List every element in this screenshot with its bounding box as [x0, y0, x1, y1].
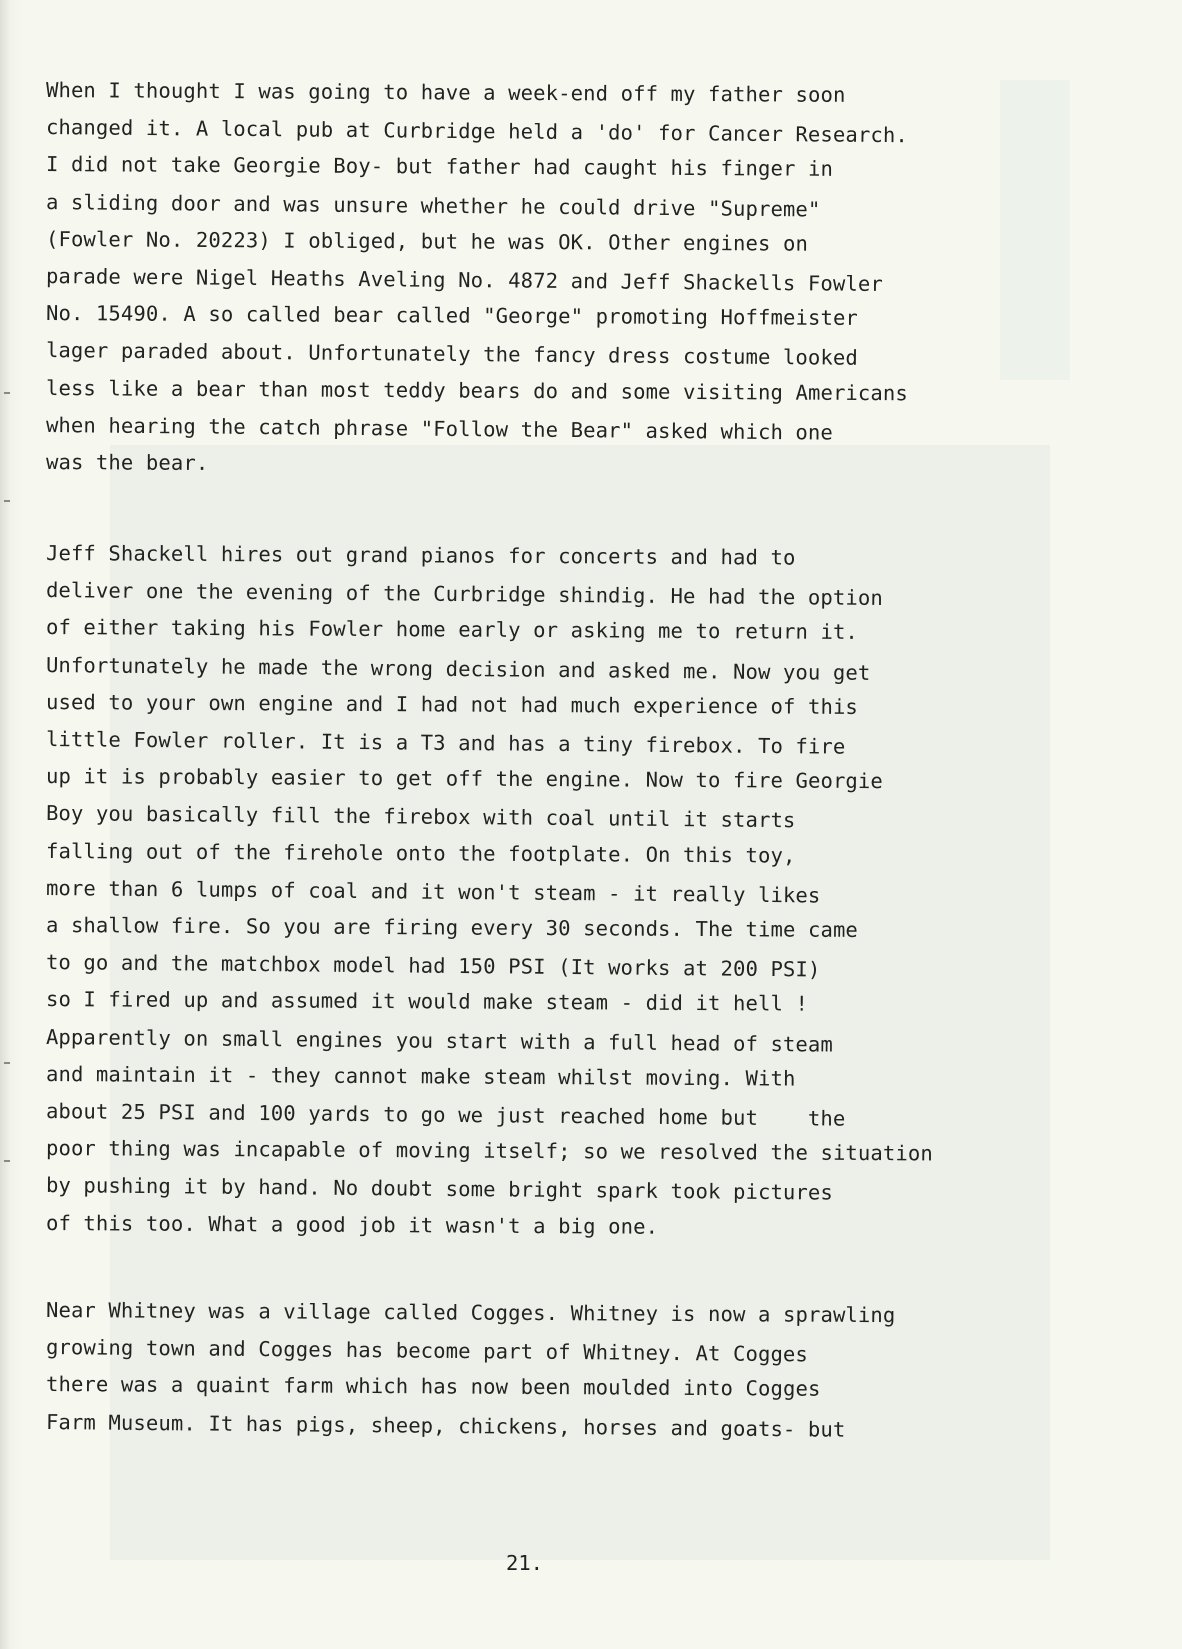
binding-mark	[4, 1062, 10, 1064]
text-line: Unfortunately he made the wrong decision and asked me. Now you get	[45, 652, 871, 685]
text-line: used to your own engine and I had not had much experience of this	[45, 689, 859, 719]
text-line: more than 6 lumps of coal and it won't steam - it really likes	[45, 875, 821, 908]
text-line: less like a bear than most teddy bears do and some visiting Americans	[45, 375, 909, 405]
text-line: parade were Nigel Heaths Aveling No. 4872 and Jeff Shackells Fowler	[45, 264, 884, 297]
text-line: Near Whitney was a village called Cogges. Whitney is now a sprawling	[45, 1298, 896, 1328]
page-number: 21.	[506, 1551, 544, 1575]
text-line: there was a quaint farm which has now been moulded into Cogges	[45, 1372, 821, 1402]
text-line: Farm Museum. It has pigs, sheep, chickens, horses and goats- but	[45, 1409, 846, 1442]
text-line: When I thought I was going to have a week-end off my father soon	[45, 78, 846, 107]
text-line: lager paraded about. Unfortunately the fancy dress costume looked	[45, 338, 859, 371]
text-line: of this too. What a good job it wasn't a big one.	[45, 1210, 659, 1239]
text-line: a shallow fire. So you are firing every 30 seconds. The time came	[45, 913, 859, 942]
text-line: Jeff Shackell hires out grand pianos for concerts and had to	[45, 541, 796, 570]
paragraph-curbridge	[46, 72, 1056, 481]
text-line: I did not take Georgie Boy- but father had caught his finger in	[45, 152, 834, 182]
text-line: Boy you basically fill the firebox with coal until it starts	[45, 801, 796, 833]
text-line: poor thing was incapable of moving itself; so we resolved the situation	[45, 1136, 933, 1166]
text-line: up it is probably easier to get off the engine. Now to fire Georgie	[45, 764, 884, 794]
text-line: of either taking his Fowler home early or asking me to return it.	[45, 615, 859, 645]
text-line: by pushing it by hand. No doubt some bright spark took pictures	[45, 1173, 834, 1206]
text-line: little Fowler roller. It is a T3 and has a tiny firebox. To fire	[45, 727, 846, 759]
text-line: Apparently on small engines you start with a full head of steam	[45, 1024, 834, 1057]
text-line: a sliding door and was unsure whether he could drive "Supreme"	[45, 189, 821, 222]
text-line: to go and the matchbox model had 150 PSI (It works at 200 PSI)	[45, 950, 821, 982]
text-line: (Fowler No. 20223) I obliged, but he was OK. Other engines on	[45, 226, 809, 256]
text-line: about 25 PSI and 100 yards to go we just reached home but the	[45, 1099, 846, 1131]
text-line: changed it. A local pub at Curbridge held a 'do' for Cancer Research.	[45, 115, 909, 148]
binding-mark	[4, 500, 10, 502]
text-line: and maintain it - they cannot make steam whilst moving. With	[45, 1061, 796, 1091]
paragraph-cogges	[46, 1292, 1056, 1441]
binding-mark	[4, 1160, 10, 1162]
text-line: growing town and Cogges has become part of Whitney. At Cogges	[45, 1335, 809, 1367]
text-line: falling out of the firehole onto the footplate. On this toy,	[45, 838, 796, 868]
text-line: was the bear.	[45, 450, 209, 476]
paragraph-fowler-roller	[46, 535, 1056, 1242]
text-line: when hearing the catch phrase "Follow the Bear" asked which one	[45, 412, 834, 445]
text-line: so I fired up and assumed it would make steam - did it hell !	[45, 987, 809, 1017]
text-line: deliver one the evening of the Curbridge shindig. He had the option	[45, 578, 884, 611]
binding-mark	[4, 392, 10, 394]
text-line: No. 15490. A so called bear called "George" promoting Hoffmeister	[45, 301, 859, 331]
